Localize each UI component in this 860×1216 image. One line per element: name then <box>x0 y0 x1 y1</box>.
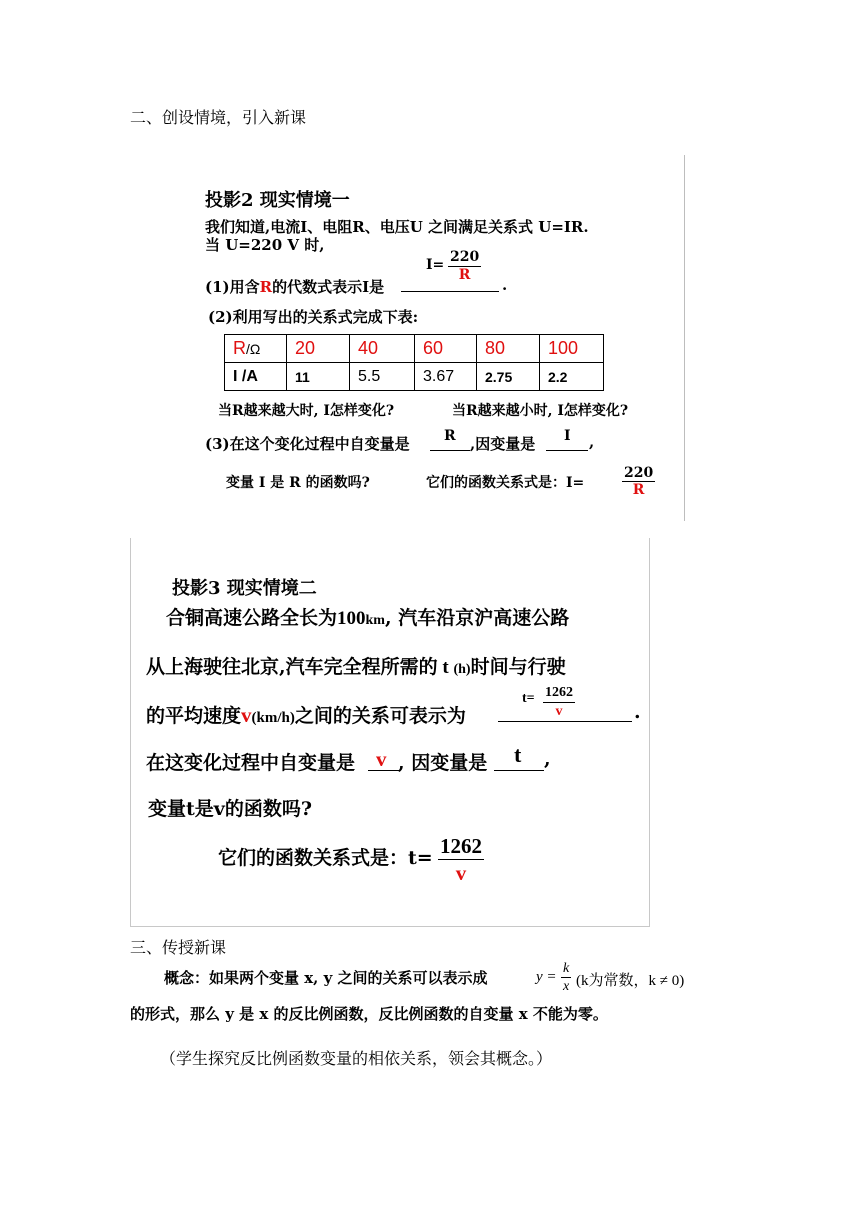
table-cell: 60 <box>415 335 477 363</box>
formula-lhs: y = <box>536 969 557 985</box>
question-3-end: , <box>589 433 595 451</box>
table-header-r <box>225 335 287 363</box>
section-heading-3: 三、传授新课 <box>130 938 227 957</box>
line-3-end: . <box>634 701 641 723</box>
formula-denominator: x <box>563 979 570 994</box>
question-3-mid: ,因变量是 <box>470 435 536 453</box>
fraction-numerator: 220 <box>624 465 654 481</box>
answer-t-fraction <box>543 684 575 721</box>
table-cell: 5.5 <box>350 363 415 391</box>
function-relation-i-fraction <box>622 465 655 498</box>
formula-fraction <box>561 960 571 995</box>
r-i-table <box>224 334 604 391</box>
table-header-i: I /A <box>225 363 287 391</box>
line-4-dep-answer: t <box>514 742 522 767</box>
answer-i-fraction <box>448 249 481 284</box>
projection-3-line-1 <box>166 603 569 630</box>
question-1-end: . <box>502 276 508 294</box>
question-1-text: 的代数式表示I是 <box>272 278 385 296</box>
question-4: 变量 I 是 R 的函数吗? <box>226 475 370 491</box>
table-row <box>225 335 604 363</box>
formula-numerator: k <box>563 961 570 976</box>
table-cell: 11 <box>287 363 350 391</box>
table-cell: 20 <box>287 335 350 363</box>
table-cell: 40 <box>350 335 415 363</box>
question-1-blank <box>401 291 499 292</box>
line-4-mid: , 因变量是 <box>398 752 488 774</box>
header-r-unit: /Ω <box>246 341 261 357</box>
line-4-indep-answer: v <box>376 747 387 771</box>
projection-3-line-2 <box>146 652 566 679</box>
projection-2-title: 投影2 现实情境一 <box>205 190 350 211</box>
line-3-v: v <box>241 703 252 727</box>
projection-2-line-1: 我们知道,电流I、电阻R、电压U 之间满足关系式 U=IR. <box>205 218 589 236</box>
line-3-text-a: 的平均速度 <box>146 705 242 727</box>
line-2-unit: (h) <box>453 662 471 677</box>
line-3-unit: (km/h) <box>251 710 295 726</box>
fraction-denominator: R <box>632 482 645 498</box>
line-2-text-d: 时间与行驶 <box>470 656 566 678</box>
line-1-number: 100 <box>337 608 366 629</box>
question-3-indep-answer: R <box>444 428 456 444</box>
function-relation-t-fraction <box>438 833 484 886</box>
formula-condition: (k为常数，k ≠ 0) <box>576 973 685 989</box>
answer-i-denominator: R <box>458 267 471 283</box>
line-1-text-d: , 汽车沿京沪高速公路 <box>384 607 570 629</box>
header-r-label: R <box>233 338 246 358</box>
section-heading-2: 二、创设情境，引入新课 <box>130 108 307 127</box>
line-1-text-a: 合铜高速公路全长为 <box>166 607 338 629</box>
line-4-blank-indep <box>368 770 400 771</box>
question-r-smaller: 当R越来越小时, I怎样变化? <box>452 403 629 419</box>
question-3: (3)在这个变化过程中自变量是 <box>205 435 410 453</box>
line-2-text-a: 从上海驶往北京,汽车完全程所需的 <box>146 656 438 678</box>
line-4-blank-dep <box>494 770 544 771</box>
function-relation-i: 它们的函数关系式是：I= <box>426 475 585 491</box>
concept-line-1: 概念：如果两个变量 x, y 之间的关系可以表示成 <box>164 969 488 987</box>
answer-i-prefix: I= <box>426 257 445 273</box>
projection-3-line-4: 在这变化过程中自变量是 <box>146 752 356 774</box>
question-1-prefix: (1)用含 <box>205 278 260 296</box>
answer-t-numerator: 1262 <box>543 684 575 703</box>
fraction-denominator: v <box>455 861 467 885</box>
table-cell: 80 <box>477 335 540 363</box>
answer-t-denominator: v <box>555 704 563 719</box>
answer-t-prefix: t= <box>522 691 535 706</box>
question-r-larger: 当R越来越大时, I怎样变化? <box>218 403 395 419</box>
projection-2-line-2: 当 U=220 V 时, <box>205 236 325 254</box>
line-3-blank <box>498 721 632 722</box>
concept-line-2: 的形式，那么 y 是 x 的反比例函数，反比例函数的自变量 x 不能为零。 <box>130 1005 608 1023</box>
table-cell: 3.67 <box>415 363 477 391</box>
fraction-numerator: 1262 <box>440 834 482 858</box>
projection-3-title: 投影3 现实情境二 <box>172 578 317 599</box>
line-2-t: t <box>437 657 454 678</box>
question-1 <box>205 276 384 297</box>
line-4-end: , <box>544 748 551 770</box>
function-relation-t: 它们的函数关系式是：t= <box>218 847 433 869</box>
table-cell: 100 <box>540 335 604 363</box>
projection-3-line-3 <box>146 701 466 728</box>
question-2: (2)利用写出的关系式完成下表: <box>208 308 419 326</box>
question-3-dep-answer: I <box>564 428 571 444</box>
student-note: （学生探究反比例函数变量的相依关系，领会其概念。） <box>160 1049 553 1068</box>
table-row <box>225 363 604 391</box>
question-3-blank-indep <box>430 450 470 451</box>
question-3-blank-dep <box>546 450 588 451</box>
question-1-r: R <box>259 278 273 296</box>
answer-i-numerator: 220 <box>450 249 480 265</box>
table-cell: 2.75 <box>477 363 540 391</box>
line-1-unit: km <box>365 613 385 628</box>
table-cell: 2.2 <box>540 363 604 391</box>
line-3-text-c: 之间的关系可表示为 <box>294 705 466 727</box>
projection-3-line-5: 变量t是v的函数吗? <box>148 798 312 820</box>
